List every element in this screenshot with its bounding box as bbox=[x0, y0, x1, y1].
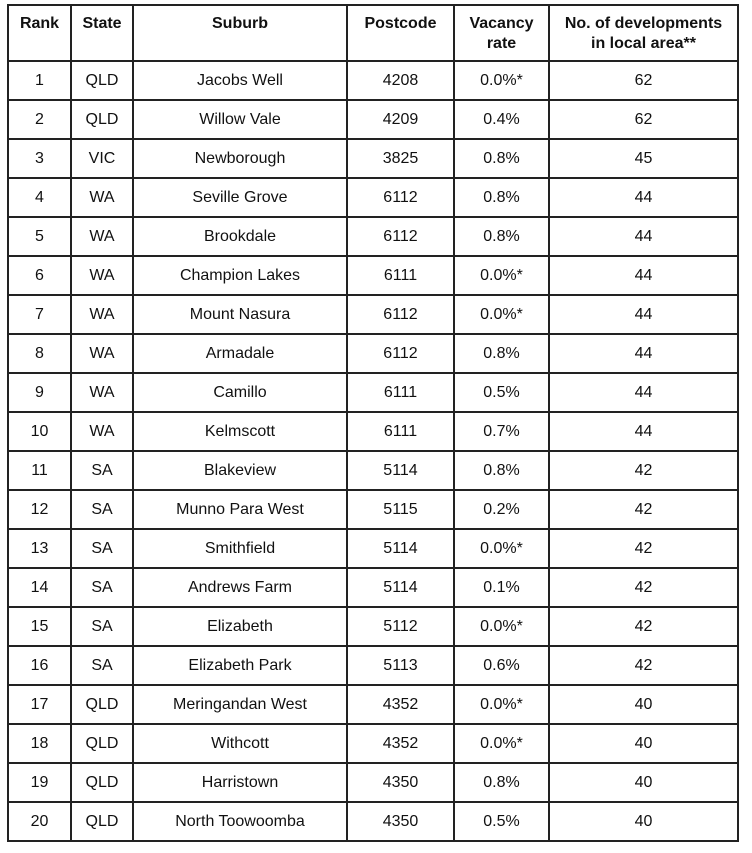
cell-developments: 40 bbox=[549, 685, 738, 724]
cell-rank: 18 bbox=[8, 724, 71, 763]
header-suburb-label: Suburb bbox=[212, 15, 268, 32]
cell-vacancy-rate: 0.0%* bbox=[454, 529, 549, 568]
cell-suburb: Elizabeth Park bbox=[133, 646, 347, 685]
cell-suburb: Willow Vale bbox=[133, 100, 347, 139]
cell-vacancy-rate: 0.8% bbox=[454, 178, 549, 217]
header-developments bbox=[549, 5, 738, 61]
cell-postcode: 5114 bbox=[347, 451, 454, 490]
cell-state: SA bbox=[71, 568, 133, 607]
cell-state: WA bbox=[71, 295, 133, 334]
cell-suburb: Mount Nasura bbox=[133, 295, 347, 334]
cell-postcode: 5114 bbox=[347, 529, 454, 568]
cell-postcode: 5112 bbox=[347, 607, 454, 646]
cell-state: SA bbox=[71, 607, 133, 646]
cell-state: WA bbox=[71, 412, 133, 451]
header-vacancy-rate bbox=[454, 5, 549, 61]
cell-suburb: Blakeview bbox=[133, 451, 347, 490]
header-vacancy-line1: Vacancy bbox=[469, 15, 534, 32]
cell-state: WA bbox=[71, 256, 133, 295]
cell-suburb: Munno Para West bbox=[133, 490, 347, 529]
cell-state: SA bbox=[71, 490, 133, 529]
cell-postcode: 5115 bbox=[347, 490, 454, 529]
cell-developments: 42 bbox=[549, 490, 738, 529]
cell-developments: 42 bbox=[549, 529, 738, 568]
cell-rank: 4 bbox=[8, 178, 71, 217]
cell-suburb: Elizabeth bbox=[133, 607, 347, 646]
cell-state: SA bbox=[71, 451, 133, 490]
table-row bbox=[8, 334, 738, 373]
header-state-label: State bbox=[82, 15, 122, 32]
cell-postcode: 4350 bbox=[347, 763, 454, 802]
cell-developments: 42 bbox=[549, 607, 738, 646]
table-row bbox=[8, 217, 738, 256]
table-row bbox=[8, 529, 738, 568]
table-row bbox=[8, 295, 738, 334]
cell-state: QLD bbox=[71, 685, 133, 724]
header-rank bbox=[8, 5, 71, 61]
suburb-ranking-table bbox=[7, 4, 739, 842]
cell-vacancy-rate: 0.0%* bbox=[454, 685, 549, 724]
table-row bbox=[8, 373, 738, 412]
cell-postcode: 6112 bbox=[347, 295, 454, 334]
cell-postcode: 4352 bbox=[347, 724, 454, 763]
cell-developments: 44 bbox=[549, 373, 738, 412]
header-suburb bbox=[133, 5, 347, 61]
cell-suburb: Meringandan West bbox=[133, 685, 347, 724]
table-row bbox=[8, 724, 738, 763]
cell-suburb: North Toowoomba bbox=[133, 802, 347, 841]
cell-rank: 9 bbox=[8, 373, 71, 412]
cell-vacancy-rate: 0.8% bbox=[454, 139, 549, 178]
table-row bbox=[8, 685, 738, 724]
cell-developments: 42 bbox=[549, 646, 738, 685]
cell-suburb: Champion Lakes bbox=[133, 256, 347, 295]
table-row bbox=[8, 256, 738, 295]
header-rank-label: Rank bbox=[19, 15, 60, 32]
cell-rank: 13 bbox=[8, 529, 71, 568]
cell-postcode: 6111 bbox=[347, 373, 454, 412]
cell-developments: 42 bbox=[549, 568, 738, 607]
cell-vacancy-rate: 0.4% bbox=[454, 100, 549, 139]
cell-postcode: 3825 bbox=[347, 139, 454, 178]
cell-vacancy-rate: 0.1% bbox=[454, 568, 549, 607]
cell-rank: 16 bbox=[8, 646, 71, 685]
cell-postcode: 5114 bbox=[347, 568, 454, 607]
cell-suburb: Seville Grove bbox=[133, 178, 347, 217]
cell-developments: 44 bbox=[549, 217, 738, 256]
table-body bbox=[8, 61, 738, 841]
cell-rank: 1 bbox=[8, 61, 71, 100]
cell-vacancy-rate: 0.8% bbox=[454, 334, 549, 373]
cell-rank: 7 bbox=[8, 295, 71, 334]
cell-state: QLD bbox=[71, 100, 133, 139]
cell-state: WA bbox=[71, 334, 133, 373]
table-row bbox=[8, 139, 738, 178]
table-row bbox=[8, 178, 738, 217]
table-row bbox=[8, 100, 738, 139]
cell-developments: 40 bbox=[549, 763, 738, 802]
cell-vacancy-rate: 0.0%* bbox=[454, 256, 549, 295]
cell-vacancy-rate: 0.8% bbox=[454, 763, 549, 802]
cell-suburb: Kelmscott bbox=[133, 412, 347, 451]
cell-rank: 14 bbox=[8, 568, 71, 607]
cell-suburb: Smithfield bbox=[133, 529, 347, 568]
cell-developments: 62 bbox=[549, 100, 738, 139]
cell-rank: 6 bbox=[8, 256, 71, 295]
cell-suburb: Brookdale bbox=[133, 217, 347, 256]
cell-rank: 10 bbox=[8, 412, 71, 451]
table-row bbox=[8, 802, 738, 841]
cell-rank: 12 bbox=[8, 490, 71, 529]
cell-postcode: 4208 bbox=[347, 61, 454, 100]
header-row bbox=[8, 5, 738, 61]
cell-developments: 44 bbox=[549, 295, 738, 334]
cell-postcode: 6111 bbox=[347, 412, 454, 451]
cell-developments: 44 bbox=[549, 256, 738, 295]
table-row bbox=[8, 763, 738, 802]
cell-state: WA bbox=[71, 178, 133, 217]
cell-rank: 2 bbox=[8, 100, 71, 139]
cell-developments: 44 bbox=[549, 334, 738, 373]
cell-rank: 11 bbox=[8, 451, 71, 490]
cell-vacancy-rate: 0.8% bbox=[454, 451, 549, 490]
cell-rank: 3 bbox=[8, 139, 71, 178]
cell-suburb: Andrews Farm bbox=[133, 568, 347, 607]
cell-rank: 5 bbox=[8, 217, 71, 256]
cell-vacancy-rate: 0.0%* bbox=[454, 607, 549, 646]
cell-state: SA bbox=[71, 646, 133, 685]
cell-postcode: 6111 bbox=[347, 256, 454, 295]
cell-vacancy-rate: 0.0%* bbox=[454, 61, 549, 100]
cell-vacancy-rate: 0.0%* bbox=[454, 724, 549, 763]
cell-suburb: Newborough bbox=[133, 139, 347, 178]
cell-state: QLD bbox=[71, 802, 133, 841]
cell-developments: 62 bbox=[549, 61, 738, 100]
cell-vacancy-rate: 0.5% bbox=[454, 373, 549, 412]
cell-postcode: 6112 bbox=[347, 178, 454, 217]
cell-rank: 8 bbox=[8, 334, 71, 373]
cell-developments: 44 bbox=[549, 412, 738, 451]
cell-state: VIC bbox=[71, 139, 133, 178]
cell-postcode: 6112 bbox=[347, 334, 454, 373]
cell-developments: 42 bbox=[549, 451, 738, 490]
table-row bbox=[8, 568, 738, 607]
table-row bbox=[8, 607, 738, 646]
cell-vacancy-rate: 0.0%* bbox=[454, 295, 549, 334]
cell-rank: 17 bbox=[8, 685, 71, 724]
cell-postcode: 5113 bbox=[347, 646, 454, 685]
cell-developments: 40 bbox=[549, 802, 738, 841]
cell-vacancy-rate: 0.2% bbox=[454, 490, 549, 529]
cell-suburb: Armadale bbox=[133, 334, 347, 373]
cell-postcode: 4209 bbox=[347, 100, 454, 139]
table-row bbox=[8, 412, 738, 451]
cell-developments: 45 bbox=[549, 139, 738, 178]
table-row bbox=[8, 646, 738, 685]
cell-suburb: Harristown bbox=[133, 763, 347, 802]
cell-state: QLD bbox=[71, 763, 133, 802]
cell-rank: 19 bbox=[8, 763, 71, 802]
cell-suburb: Withcott bbox=[133, 724, 347, 763]
cell-vacancy-rate: 0.8% bbox=[454, 217, 549, 256]
cell-postcode: 4350 bbox=[347, 802, 454, 841]
header-postcode-label: Postcode bbox=[364, 15, 437, 32]
header-developments-line2: in local area** bbox=[591, 35, 696, 52]
cell-state: WA bbox=[71, 217, 133, 256]
cell-postcode: 6112 bbox=[347, 217, 454, 256]
header-developments-line1: No. of developments bbox=[564, 15, 723, 32]
cell-developments: 44 bbox=[549, 178, 738, 217]
header-vacancy-line2: rate bbox=[486, 35, 517, 52]
cell-state: SA bbox=[71, 529, 133, 568]
table-row bbox=[8, 490, 738, 529]
cell-rank: 15 bbox=[8, 607, 71, 646]
header-postcode bbox=[347, 5, 454, 61]
cell-suburb: Jacobs Well bbox=[133, 61, 347, 100]
cell-developments: 40 bbox=[549, 724, 738, 763]
cell-state: QLD bbox=[71, 724, 133, 763]
cell-state: QLD bbox=[71, 61, 133, 100]
cell-suburb: Camillo bbox=[133, 373, 347, 412]
table-row bbox=[8, 451, 738, 490]
cell-postcode: 4352 bbox=[347, 685, 454, 724]
header-state bbox=[71, 5, 133, 61]
cell-state: WA bbox=[71, 373, 133, 412]
cell-vacancy-rate: 0.7% bbox=[454, 412, 549, 451]
table-row bbox=[8, 61, 738, 100]
cell-vacancy-rate: 0.5% bbox=[454, 802, 549, 841]
cell-rank: 20 bbox=[8, 802, 71, 841]
cell-vacancy-rate: 0.6% bbox=[454, 646, 549, 685]
